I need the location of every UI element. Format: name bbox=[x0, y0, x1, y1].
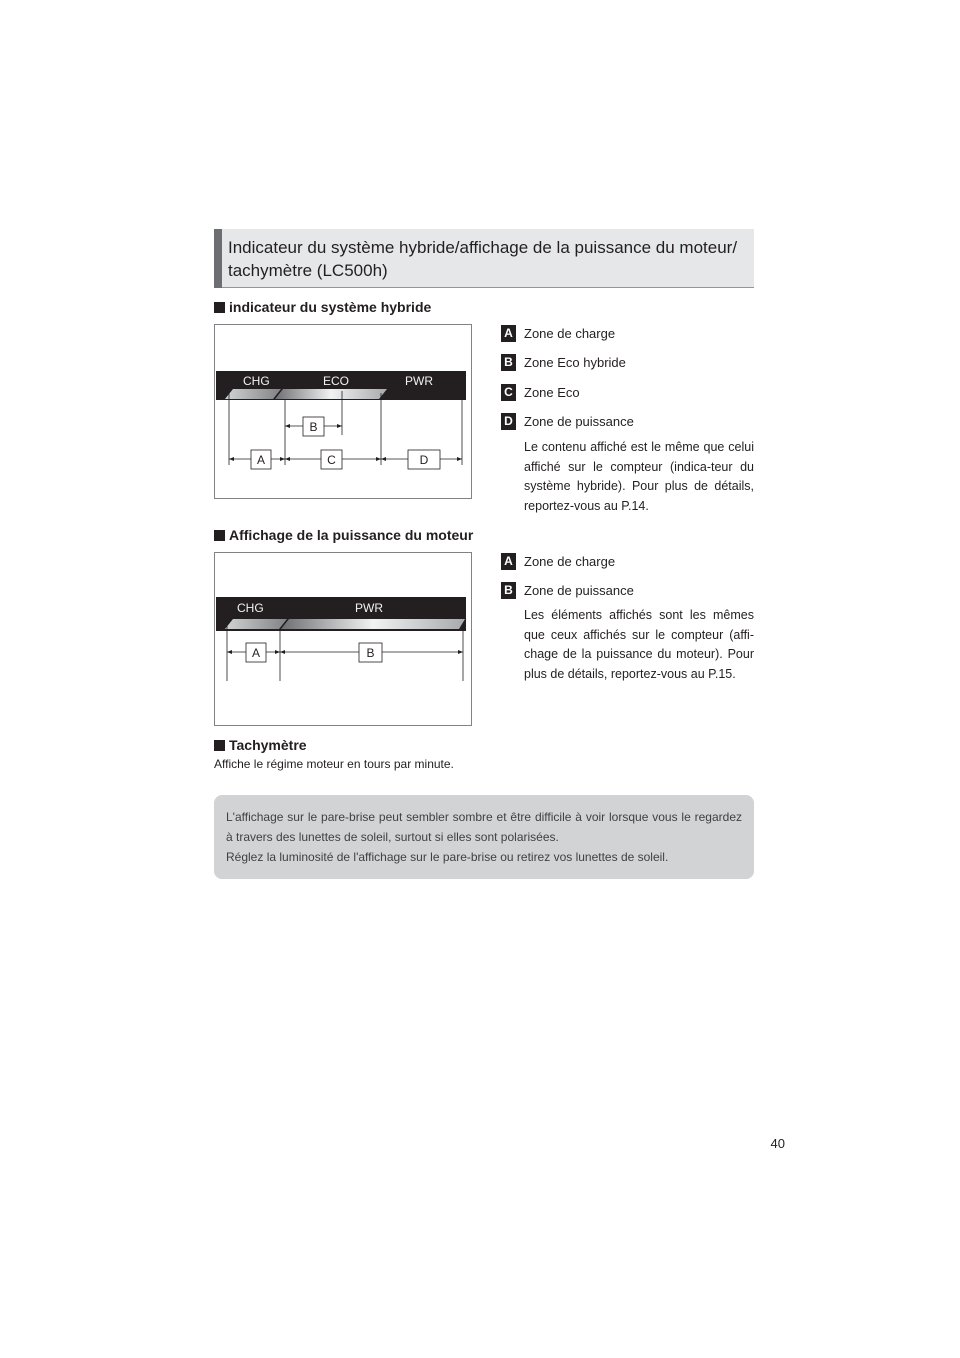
power-gauge-label-pwr: PWR bbox=[355, 601, 383, 615]
gauge-label-pwr: PWR bbox=[405, 374, 433, 388]
power-display-figure bbox=[214, 552, 472, 726]
gauge-label-eco: ECO bbox=[323, 374, 350, 388]
gauge-segment-a bbox=[225, 389, 281, 399]
heading-square-icon bbox=[214, 302, 225, 313]
tachometer-heading bbox=[214, 736, 307, 754]
power-badge-a: A bbox=[501, 553, 516, 570]
power-display-heading-text: Affichage de la puissance du moteur bbox=[229, 527, 474, 543]
diagram-letter-c: C bbox=[327, 453, 336, 467]
badge-b: B bbox=[501, 354, 516, 371]
power-item-label-power-zone: Zone de puissance bbox=[524, 583, 634, 598]
hybrid-indicator-heading-text: indicateur du système hybride bbox=[229, 299, 432, 315]
item-label-eco-zone: Zone Eco bbox=[524, 385, 580, 400]
note-line-1: L'affichage sur le pare-brise peut sembler sombre et être difficile à voir lorsque vous le regardez à travers des lunettes de soleil, surtout si elles sont polarisées. bbox=[226, 810, 742, 844]
diagram-letter-d: D bbox=[419, 453, 429, 467]
heading-square-icon bbox=[214, 740, 225, 751]
diagram-letter-b: B bbox=[309, 420, 318, 434]
section-title: Indicateur du système hybride/affichage de la puissance du moteur/ tachymètre (LC500h) bbox=[228, 238, 738, 280]
hybrid-indicator-description: Le contenu affiché est le même que celui affiché sur le compteur (indica-teur du système hybride). Pour plus de détails, reportez-vous au P.14. bbox=[524, 440, 754, 513]
page-number: 40 bbox=[770, 1136, 785, 1151]
item-label-power-zone: Zone de puissance bbox=[524, 414, 634, 429]
note-line-2: Réglez la luminosité de l'affichage sur le pare-brise ou retirez vos lunettes de soleil. bbox=[226, 850, 669, 864]
tachometer-heading-text: Tachymètre bbox=[229, 737, 307, 753]
power-item-label-charge-zone: Zone de charge bbox=[524, 554, 616, 569]
item-label-eco-hybrid-zone: Zone Eco hybride bbox=[524, 355, 626, 370]
gauge-label-chg: CHG bbox=[243, 374, 270, 388]
power-diagram-letter-a: A bbox=[251, 646, 261, 660]
power-gauge-segment-a bbox=[225, 619, 287, 629]
heading-square-icon bbox=[214, 530, 225, 541]
note-box bbox=[214, 795, 754, 879]
section-header bbox=[214, 229, 754, 288]
gauge-segment-c bbox=[275, 389, 387, 399]
hybrid-indicator-diagram bbox=[215, 325, 471, 498]
diagram-letter-a: A bbox=[256, 453, 266, 467]
item-label-charge-zone: Zone de charge bbox=[524, 326, 616, 341]
power-badge-b: B bbox=[501, 582, 516, 599]
power-display-description: Les éléments affichés sont les mêmes que ceux affichés sur le compteur (affi-chage de la puissance du moteur). Pour plus de détails, reportez-vous au P.15. bbox=[524, 608, 754, 681]
hybrid-indicator-heading bbox=[214, 298, 431, 316]
section-header-bar bbox=[214, 229, 222, 288]
note-text bbox=[226, 807, 742, 867]
badge-c: C bbox=[501, 384, 516, 401]
tachometer-text: Affiche le régime moteur en tours par minute. bbox=[214, 757, 454, 771]
power-gauge-segment-b bbox=[281, 619, 465, 629]
power-display-diagram bbox=[215, 553, 471, 725]
badge-d: D bbox=[501, 413, 516, 430]
power-diagram-letter-b: B bbox=[366, 646, 375, 660]
badge-a: A bbox=[501, 325, 516, 342]
power-display-heading bbox=[214, 526, 473, 544]
hybrid-indicator-figure bbox=[214, 324, 472, 499]
power-gauge-label-chg: CHG bbox=[237, 601, 264, 615]
